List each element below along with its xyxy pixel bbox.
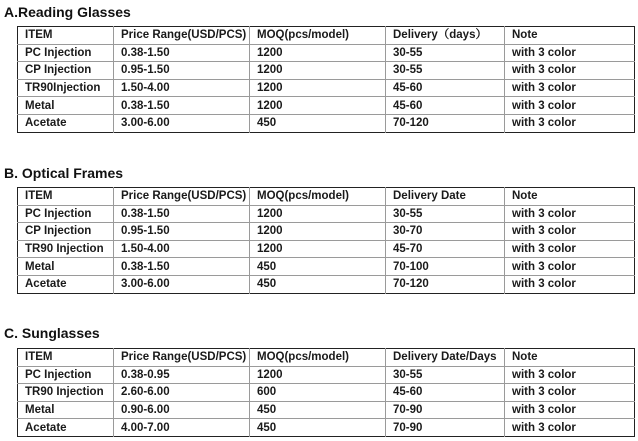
cell-price: 0.38-1.50 [114,258,250,276]
cell-item: TR90 Injection [18,240,114,258]
cell-delivery: 70-90 [386,401,505,419]
cell-delivery: 45-60 [386,384,505,402]
reading-glasses-table [17,26,635,133]
cell-note: with 3 color [512,421,576,434]
table-header-row [18,188,635,206]
cell-price: 1.50-4.00 [114,240,250,258]
cell-delivery: 70-100 [386,258,505,276]
table-row [18,44,635,62]
header-delivery: Delivery Date [386,188,505,206]
cell-price: 3.00-6.00 [114,114,250,132]
cell-delivery: 45-60 [386,79,505,97]
cell-moq: 600 [250,384,386,402]
header-note: Note [505,27,635,45]
cell-item: Acetate [18,419,114,437]
cell-moq: 450 [250,114,386,132]
header-delivery: Delivery（days） [386,27,505,45]
cell-delivery: 45-70 [386,240,505,258]
cell-item: Metal [18,97,114,115]
cell-moq: 450 [250,258,386,276]
table-row [18,240,635,258]
table-row [18,205,635,223]
cell-note: with 3 color [512,117,576,130]
cell-item: Acetate [18,275,114,293]
cell-price: 0.95-1.50 [114,62,250,80]
cell-moq: 1200 [250,366,386,384]
cell-moq: 1200 [250,62,386,80]
cell-moq: 1200 [250,240,386,258]
header-price-range: Price Range(USD/PCS) [114,349,250,367]
table-row [18,223,635,241]
table-row [18,97,635,115]
header-item: ITEM [18,27,114,45]
cell-price: 1.50-4.00 [114,79,250,97]
cell-delivery: 30-55 [386,62,505,80]
cell-price: 3.00-6.00 [114,275,250,293]
header-price-range: Price Range(USD/PCS) [114,188,250,206]
cell-item: Acetate [18,114,114,132]
header-item: ITEM [18,349,114,367]
table-row [18,384,635,402]
optical-frames-table [17,187,635,294]
cell-price: 0.38-1.50 [114,44,250,62]
cell-note: with 3 color [505,205,635,223]
cell-moq: 1200 [250,223,386,241]
cell-delivery: 70-90 [386,419,505,437]
table-header-row [18,349,635,367]
cell-moq: 1200 [250,79,386,97]
cell-item: Metal [18,258,114,276]
cell-item: Metal [18,401,114,419]
cell-note: with 3 color [505,366,635,384]
header-note: Note [505,349,635,367]
cell-note: with 3 color [505,240,635,258]
cell-delivery: 30-55 [386,366,505,384]
cell-price: 0.95-1.50 [114,223,250,241]
cell-note: with 3 color [512,278,576,291]
cell-price: 0.90-6.00 [114,401,250,419]
cell-price: 4.00-7.00 [114,419,250,437]
table-header-row [18,27,635,45]
header-moq: MOQ(pcs/model) [250,349,386,367]
cell-delivery: 45-60 [386,97,505,115]
table-row [18,275,635,293]
cell-delivery: 30-55 [386,44,505,62]
table-row [18,419,635,437]
cell-delivery: 70-120 [386,114,505,132]
section-title-optical-frames: B. Optical Frames [4,165,124,181]
cell-item: TR90Injection [18,79,114,97]
header-moq: MOQ(pcs/model) [250,188,386,206]
table-row [18,79,635,97]
table-row [18,114,635,132]
cell-item: PC Injection [18,205,114,223]
header-moq: MOQ(pcs/model) [250,27,386,45]
cell-moq: 1200 [250,44,386,62]
header-item: ITEM [18,188,114,206]
cell-note: with 3 color [505,79,635,97]
cell-note: with 3 color [505,384,635,402]
cell-note: with 3 color [505,62,635,80]
cell-moq: 1200 [250,97,386,115]
cell-note: with 3 color [505,97,635,115]
header-note: Note [505,188,635,206]
cell-item: PC Injection [18,366,114,384]
cell-moq: 450 [250,401,386,419]
section-title-reading-glasses: A.Reading Glasses [4,4,131,20]
cell-price: 2.60-6.00 [114,384,250,402]
table-row [18,258,635,276]
cell-note: with 3 color [505,44,635,62]
cell-delivery: 70-120 [386,275,505,293]
sunglasses-table [17,348,635,437]
cell-item: PC Injection [18,44,114,62]
cell-delivery: 30-55 [386,205,505,223]
cell-item: TR90 Injection [18,384,114,402]
header-price-range: Price Range(USD/PCS) [114,27,250,45]
cell-note: with 3 color [505,258,635,276]
cell-item: CP Injection [18,223,114,241]
cell-price: 0.38-1.50 [114,97,250,115]
cell-note: with 3 color [505,223,635,241]
table-row [18,401,635,419]
cell-item: CP Injection [18,62,114,80]
cell-price: 0.38-1.50 [114,205,250,223]
header-delivery: Delivery Date/Days [386,349,505,367]
table-row [18,366,635,384]
cell-delivery: 30-70 [386,223,505,241]
cell-moq: 1200 [250,205,386,223]
cell-moq: 450 [250,275,386,293]
cell-moq: 450 [250,419,386,437]
section-title-sunglasses: C. Sunglasses [4,325,100,341]
cell-note: with 3 color [505,401,635,419]
cell-price: 0.38-0.95 [114,366,250,384]
table-row [18,62,635,80]
